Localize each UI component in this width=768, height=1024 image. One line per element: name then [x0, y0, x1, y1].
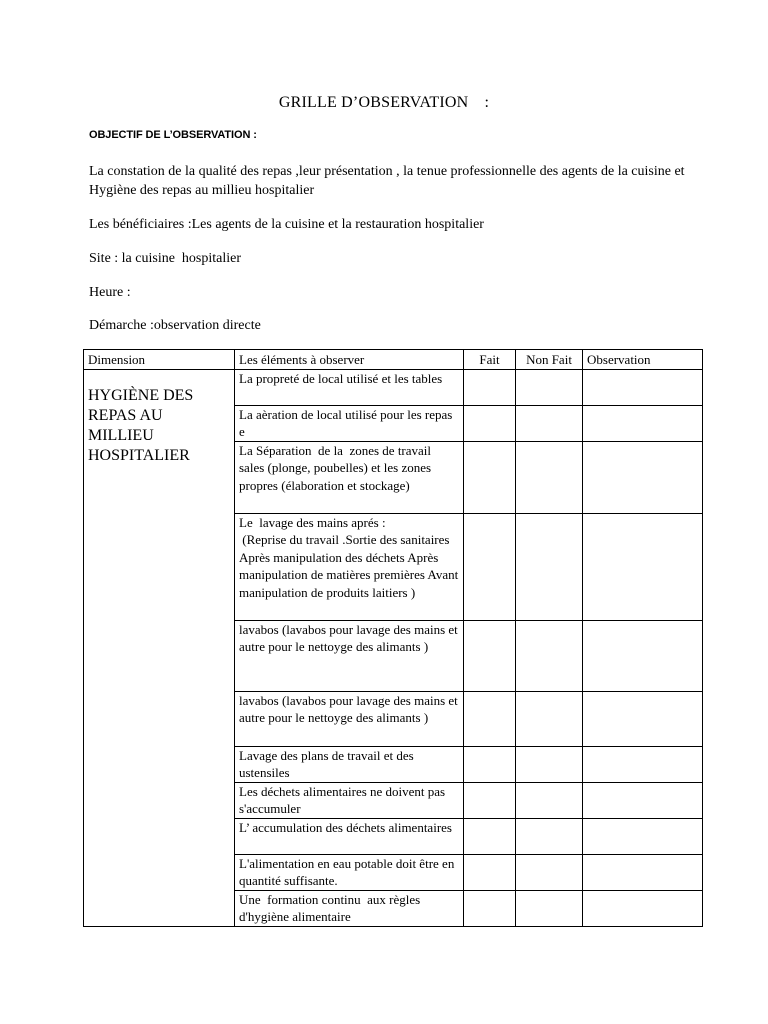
- approach-text: Démarche :observation directe: [89, 318, 261, 333]
- hour-text: Heure :: [89, 285, 131, 300]
- objective-heading: OBJECTIF DE L’OBSERVATION :: [89, 129, 257, 141]
- table-header-row: [84, 350, 703, 370]
- header-dimension: Dimension: [84, 350, 235, 370]
- element-cell: La propreté de local utilisé et les tables: [235, 369, 464, 405]
- fait-cell[interactable]: [464, 818, 516, 854]
- observation-cell[interactable]: [583, 691, 703, 746]
- non-fait-cell[interactable]: [516, 369, 583, 405]
- non-fait-cell[interactable]: [516, 620, 583, 691]
- dimension-cell: [84, 369, 235, 926]
- observation-cell[interactable]: [583, 854, 703, 890]
- element-cell: La Séparation de la zones de travail sales (plonge, poubelles) et les zones propres (élaboration et stockage): [235, 441, 464, 513]
- fait-cell[interactable]: [464, 890, 516, 926]
- fait-cell[interactable]: [464, 746, 516, 782]
- observation-cell[interactable]: [583, 405, 703, 441]
- observation-cell[interactable]: [583, 890, 703, 926]
- element-cell: L'alimentation en eau potable doit être en quantité suffisante.: [235, 854, 464, 890]
- fait-cell[interactable]: [464, 620, 516, 691]
- fait-cell[interactable]: [464, 782, 516, 818]
- observation-cell[interactable]: [583, 369, 703, 405]
- observation-cell[interactable]: [583, 620, 703, 691]
- title-colon: :: [484, 94, 490, 111]
- non-fait-cell[interactable]: [516, 691, 583, 746]
- element-cell: La aèration de local utilisé pour les repas e: [235, 405, 464, 441]
- beneficiaries-text: Les bénéficiaires :Les agents de la cuisine et la restauration hospitalier: [89, 217, 484, 232]
- element-cell: Une formation continu aux règles d'hygiène alimentaire: [235, 890, 464, 926]
- observation-cell[interactable]: [583, 746, 703, 782]
- fait-cell[interactable]: [464, 691, 516, 746]
- header-non-fait: Non Fait: [516, 350, 583, 370]
- observation-cell[interactable]: [583, 441, 703, 513]
- non-fait-cell[interactable]: [516, 441, 583, 513]
- header-elements: Les éléments à observer: [235, 350, 464, 370]
- document-title: [0, 94, 768, 112]
- observation-cell[interactable]: [583, 513, 703, 620]
- fait-cell[interactable]: [464, 513, 516, 620]
- non-fait-cell[interactable]: [516, 890, 583, 926]
- non-fait-cell[interactable]: [516, 854, 583, 890]
- element-cell: L’ accumulation des déchets alimentaires: [235, 818, 464, 854]
- fait-cell[interactable]: [464, 405, 516, 441]
- site-text: Site : la cuisine hospitalier: [89, 251, 242, 266]
- observation-cell[interactable]: [583, 818, 703, 854]
- non-fait-cell[interactable]: [516, 746, 583, 782]
- table-row: [84, 369, 703, 405]
- element-cell: Le lavage des mains aprés : (Reprise du travail .Sortie des sanitaires Après manipulation des déchets Après manipulation de matières premières Avant manipulation de produits laitiers ): [235, 513, 464, 620]
- non-fait-cell[interactable]: [516, 405, 583, 441]
- element-cell: lavabos (lavabos pour lavage des mains et autre pour le nettoyge des alimants ): [235, 691, 464, 746]
- element-cell: lavabos (lavabos pour lavage des mains et autre pour le nettoyge des alimants ): [235, 620, 464, 691]
- element-cell: Lavage des plans de travail et des ustensiles: [235, 746, 464, 782]
- observation-table: [83, 349, 703, 927]
- non-fait-cell[interactable]: [516, 782, 583, 818]
- header-observation: Observation: [583, 350, 703, 370]
- header-fait: Fait: [464, 350, 516, 370]
- fait-cell[interactable]: [464, 854, 516, 890]
- title-text: GRILLE D’OBSERVATION: [278, 94, 469, 111]
- dimension-label: HYGIÈNE DES REPAS AU MILLIEU HOSPITALIER: [88, 386, 194, 464]
- non-fait-cell[interactable]: [516, 513, 583, 620]
- observation-cell[interactable]: [583, 782, 703, 818]
- element-cell: Les déchets alimentaires ne doivent pas s'accumuler: [235, 782, 464, 818]
- non-fait-cell[interactable]: [516, 818, 583, 854]
- fait-cell[interactable]: [464, 441, 516, 513]
- objective-text: La constation de la qualité des repas ,leur présentation , la tenue professionnelle des agents de la cuisine et Hygiène des repas au millieu hospitalier: [89, 164, 699, 198]
- fait-cell[interactable]: [464, 369, 516, 405]
